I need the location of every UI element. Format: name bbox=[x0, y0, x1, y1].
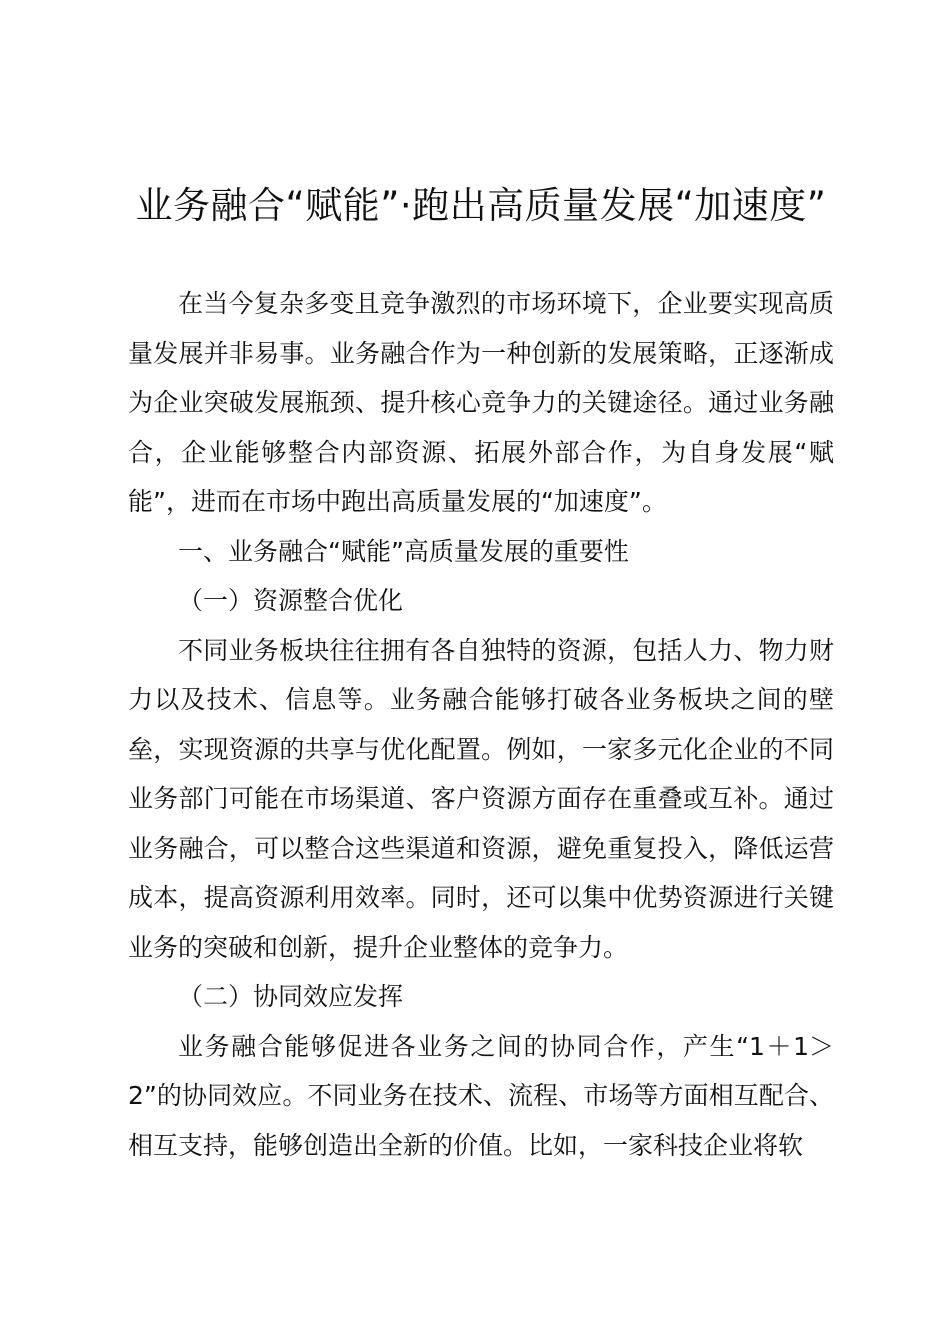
document-title: 业务融合“赋能”·跑出高质量发展“加速度” bbox=[135, 184, 827, 227]
intro-paragraph: 在当今复杂多变且竞争激烈的市场环境下，企业要实现高质量发展并非易事。业务融合作为一种创新的发展策略，正逐渐成为企业突破发展瓶颈、提升核心竞争力的关键途径。通过业务融合，企业能够整合内部资源、拓展外部合作，为自身发展“赋能”，进而在市场中跑出高质量发展的“加速度”。 bbox=[128, 289, 834, 516]
document-body bbox=[128, 279, 834, 1170]
subsection-2-paragraph: 业务融合能够促进各业务之间的协同合作，产生“1＋1＞2”的协同效应。不同业务在技术、流程、市场等方面相互配合、相互支持，能够创造出全新的价值。比如，一家科技企业将软 bbox=[128, 1031, 834, 1160]
section-heading-1: 一、业务融合“赋能”高质量发展的重要性 bbox=[178, 536, 629, 566]
subsection-heading-2: （二）协同效应发挥 bbox=[178, 982, 404, 1011]
subsection-1-paragraph: 不同业务板块往往拥有各自独特的资源，包括人力、物力财力以及技术、信息等。业务融合能够打破各业务板块之间的壁垒，实现资源的共享与优化配置。例如，一家多元化企业的不同业务部门可能在市场渠道、客户资源方面存在重叠或互补。通过业务融合，可以整合这些渠道和资源，避免重复投入，降低运营成本，提高资源利用效率。同时，还可以集中优势资源进行关键业务的突破和创新，提升企业整体的竞争力。 bbox=[128, 635, 834, 962]
subsection-heading-1: （一）资源整合优化 bbox=[178, 586, 404, 615]
